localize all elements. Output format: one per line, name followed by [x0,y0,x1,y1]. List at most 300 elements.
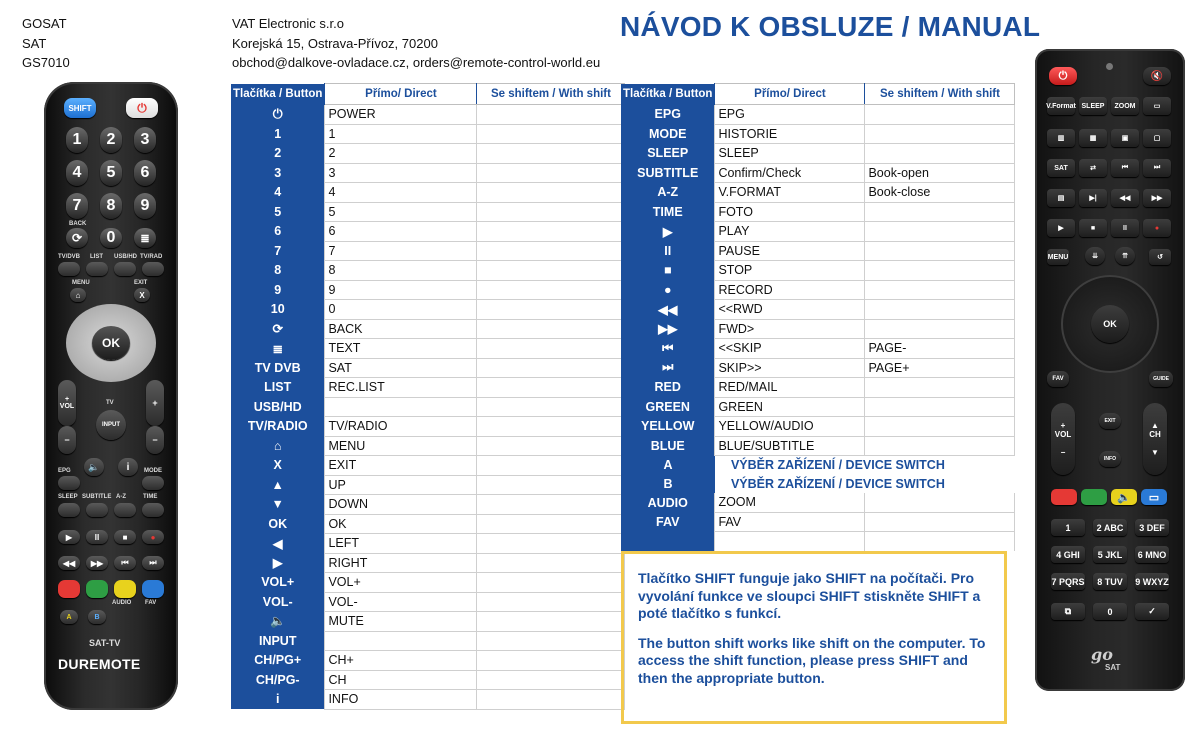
ch-rocker: ▲ CH ▼ [1143,403,1167,475]
button-cell: VOL+ [231,573,325,593]
button-cell: 10 [231,300,325,320]
shift-function-cell: PAGE- [865,339,1015,359]
button-cell: X [231,456,325,476]
fav-label: FAV [145,600,157,606]
shift-function-cell [865,512,1015,532]
shift-function-cell [477,124,625,144]
button-cell: 8 [231,261,325,281]
table-row [621,475,1015,494]
button-cell: A [621,456,715,475]
button-cell: 6 [231,222,325,242]
ch-label: CH [1149,430,1161,439]
table-row [231,514,625,534]
guide-key: GUIDE [1149,371,1173,387]
red-key [58,580,80,598]
button-cell: II [621,241,715,261]
shift-function-cell [477,534,625,554]
direct-function-cell: MENU [325,436,477,456]
shift-function-cell [865,144,1015,164]
digit-9-button: 9 WXYZ [1135,573,1169,590]
table-row [231,553,625,573]
direct-function-cell: STOP [715,261,865,281]
table-row [231,436,625,456]
fwd-icon: ▶▶ [1143,189,1171,207]
note-english: The button shift works like shift on the computer. To access the shift function, please press SHIFT and then the appropriate button. [638,634,986,686]
button-cell: TV/RADIO [231,417,325,437]
button-cell: GREEN [621,397,715,417]
button-cell: OK [231,514,325,534]
button-cell: VOL- [231,592,325,612]
table-row [231,475,625,495]
direct-function-cell: PLAY [715,222,865,242]
play-icon: ▶ [58,530,80,544]
table-row [621,183,1015,203]
back-icon: ↺ [1149,249,1171,265]
button-cell: ⟳ [231,319,325,339]
direct-function-cell: V.FORMAT [715,183,865,203]
table-row [231,124,625,144]
shift-function-cell [865,319,1015,339]
table-row [231,261,625,281]
table-row [621,300,1015,320]
shift-function-cell [477,105,625,125]
digit-8-button: 8 [100,193,122,219]
table-row [231,534,625,554]
button-cell: ● [621,280,715,300]
pause-icon: II [1111,219,1139,237]
green-key [86,580,108,598]
shift-function-cell [477,202,625,222]
model-info [22,14,70,73]
next-icon: ⏭ [1143,159,1171,177]
direct-function-cell: LEFT [325,534,477,554]
shift-function-cell [477,690,625,710]
pause-icon: II [86,530,108,544]
shift-function-cell [477,417,625,437]
col-header-shift: Se shiftem / With shift [865,84,1015,105]
button-cell: ▼ [231,495,325,515]
photo-icon: ▣ [1111,129,1139,147]
step-icon: ▶| [1079,189,1107,207]
table-row [621,105,1015,125]
remote-right-image [1035,49,1185,691]
stop-icon: ■ [114,530,136,544]
brand-name: GOSAT [22,16,67,31]
vendor-address: Korejská 15, Ostrava-Přívoz, 70200 [232,35,438,51]
digit-9-button: 9 [134,193,156,219]
up-arrows-icon: ⇈ [1115,247,1135,265]
shift-button: SHIFT [64,98,96,118]
button-cell: 4 [231,183,325,203]
shift-function-cell [477,300,625,320]
table-row [621,261,1015,281]
swap-icon: ⇄ [1079,159,1107,177]
ok-button: OK [1091,305,1129,343]
ok-button: OK [92,326,130,360]
sleep-label: SLEEP [58,494,78,500]
digit-1-button: 1 [1051,519,1085,536]
shift-function-cell [477,397,625,417]
direct-function-cell: 6 [325,222,477,242]
shift-function-cell [477,573,625,593]
mute-icon: 🔇 [1143,67,1171,85]
table-row [621,124,1015,144]
direct-function-cell: VOL- [325,592,477,612]
button-cell: TV DVB [231,358,325,378]
button-cell: CH/PG- [231,670,325,690]
mode-key [142,476,164,490]
table-row [621,319,1015,339]
sleep-key [58,503,80,517]
shift-function-cell [865,241,1015,261]
digit-7-button: 7 PQRS [1051,573,1085,590]
model-name: GS7010 [22,55,70,70]
table-row [231,690,625,710]
digit-4-button: 4 GHI [1051,546,1085,563]
button-cell: EPG [621,105,715,125]
right-button-table [621,83,1015,551]
shift-function-cell [477,612,625,632]
table-row [231,241,625,261]
next-icon: ⏭ [142,556,164,570]
table-row [231,358,625,378]
button-cell: 3 [231,163,325,183]
button-cell: BLUE [621,436,715,456]
time-key [142,503,164,517]
shift-function-cell [477,631,625,651]
table-row [621,163,1015,183]
shift-note-box [621,551,1007,724]
usbhd-label: USB/HD [114,254,138,260]
prev-icon: ⏮ [1111,159,1139,177]
shift-function-cell [865,436,1015,456]
button-cell: 7 [231,241,325,261]
shift-function-cell: Book-close [865,183,1015,203]
table-row [621,358,1015,378]
button-cell: LIST [231,378,325,398]
table-row [621,144,1015,164]
a-key: A [60,610,78,624]
button-cell: 1 [231,124,325,144]
sleep-key: SLEEP [1079,97,1107,115]
table-row [231,378,625,398]
shift-function-cell [477,378,625,398]
direct-function-cell: 2 [325,144,477,164]
table-row [621,417,1015,437]
direct-function-cell: BACK [325,319,477,339]
fwd-icon: ▶▶ [86,556,108,570]
tvdvb-key [58,262,80,276]
direct-function-cell: UP [325,475,477,495]
digit-3-button: 3 [134,127,156,153]
shift-function-cell [477,592,625,612]
left-button-table [231,83,625,710]
red-key [1051,489,1077,505]
vformat-key: V.Format [1047,97,1075,115]
text-icon: ≣ [134,228,156,248]
table-row [231,280,625,300]
shift-function-cell: Book-open [865,163,1015,183]
tvdvb-label: TV/DVB [58,254,81,260]
table-row [231,183,625,203]
check-icon: ✓ [1135,603,1169,620]
button-cell: FAV [621,512,715,532]
direct-function-cell: TEXT [325,339,477,359]
table-row [621,397,1015,417]
direct-function-cell: RECORD [715,280,865,300]
direct-function-cell: TV/RADIO [325,417,477,437]
shift-function-cell [477,144,625,164]
direct-function-cell: 3 [325,163,477,183]
table-row [231,417,625,437]
shift-function-cell [477,514,625,534]
model-label: SAT-TV [89,638,121,648]
table-row [231,163,625,183]
menu-label: MENU [72,280,90,286]
table-row [231,592,625,612]
home-icon: ⌂ [70,288,86,302]
tvrad-key [142,262,164,276]
table-row [231,222,625,242]
shift-function-cell [865,280,1015,300]
direct-function-cell: CH [325,670,477,690]
info-key: INFO [1099,451,1121,467]
exit-label: EXIT [134,280,148,286]
table-row [231,105,625,125]
epg-key [58,476,80,490]
button-cell: 9 [231,280,325,300]
mute-icon: 🔈 [84,458,104,476]
shift-function-cell [477,163,625,183]
left-table-body [231,105,625,710]
direct-function-cell [325,397,477,417]
table-row [231,612,625,632]
yellow-key [114,580,136,598]
shift-function-cell [477,456,625,476]
button-cell: i [231,690,325,710]
ch-down-key: − [146,426,164,454]
fav-key: FAV [1047,371,1069,387]
back-icon: ⟳ [66,228,88,248]
direct-function-cell: PAUSE [715,241,865,261]
shift-function-cell [477,651,625,671]
button-cell: MODE [621,124,715,144]
button-cell: ▶ [231,553,325,573]
page-title: NÁVOD K OBSLUZE / MANUAL [620,11,1041,42]
device-type: SAT [22,35,47,51]
shift-function-cell [477,241,625,261]
button-cell: YELLOW [621,417,715,437]
direct-function-cell: SKIP>> [715,358,865,378]
digit-5-button: 5 [100,160,122,186]
play-icon: ▶ [1047,219,1075,237]
digit-0-button: 0 [1093,603,1127,620]
vol-rocker: + VOL − [1051,403,1075,475]
audio-label: AUDIO [112,600,132,606]
table-row [231,573,625,593]
table-row [231,456,625,476]
table-row [621,512,1015,532]
vol-label: VOL [59,403,75,410]
remote-left-image [44,82,178,710]
vendor-info [232,14,600,73]
col-header-button: Tlačítka / Button [231,84,325,105]
direct-function-cell: FAV [715,512,865,532]
button-cell: A-Z [621,183,715,203]
direct-function-cell: 5 [325,202,477,222]
shift-function-cell: PAGE+ [865,358,1015,378]
blue-subtitle-icon: ▭ [1141,489,1167,505]
copy-icon: ⧉ [1051,603,1085,620]
green-key [1081,489,1107,505]
shift-function-cell [477,436,625,456]
button-cell: SLEEP [621,144,715,164]
col-header-shift: Se shiftem / With shift [477,84,625,105]
direct-function-cell: EPG [715,105,865,125]
power-icon: ⏻ [126,98,158,118]
shift-function-cell [865,417,1015,437]
direct-function-cell: 1 [325,124,477,144]
shift-function-cell [865,493,1015,512]
shift-function-cell [477,280,625,300]
shift-function-cell [865,261,1015,281]
digit-3-button: 3 DEF [1135,519,1169,536]
direct-function-cell: 8 [325,261,477,281]
screen-icon: ▢ [1143,129,1171,147]
table-row [621,202,1015,222]
table-row [231,319,625,339]
right-table-body [621,105,1015,551]
table-row [621,280,1015,300]
direct-function-cell: POWER [325,105,477,125]
shift-function-cell [865,378,1015,398]
shift-function-cell [865,222,1015,242]
device-switch-cell: VÝBĚR ZAŘÍZENÍ / DEVICE SWITCH [730,458,945,473]
blue-key [142,580,164,598]
table-row [621,493,1015,512]
shift-function-cell [477,553,625,573]
direct-function-cell: 7 [325,241,477,261]
vol-up-key: + VOL [58,380,76,426]
table-row [231,651,625,671]
duremote-logo: DUREMOTE [58,656,141,672]
button-cell: ⏮ [621,339,715,359]
direct-function-cell: YELLOW/AUDIO [715,417,865,437]
button-cell: RED [621,378,715,398]
shift-function-cell [865,202,1015,222]
shift-function-cell [477,319,625,339]
list-icon: ▤ [1047,189,1075,207]
rwd-icon: ◀◀ [58,556,80,570]
shift-function-cell [477,183,625,203]
direct-function-cell: VOL+ [325,573,477,593]
button-cell: ⏻ [231,105,325,125]
sat-key: SAT [1047,159,1075,177]
direct-function-cell: ZOOM [715,493,865,512]
table-row [621,222,1015,242]
shift-function-cell [477,339,625,359]
direct-function-cell: OK [325,514,477,534]
list-key [86,262,108,276]
direct-function-cell: <<SKIP [715,339,865,359]
vol-label: VOL [1054,430,1072,439]
az-key [114,503,136,517]
vol-down-key: − [58,426,76,454]
subtitle-label: SUBTITLE [82,494,112,500]
button-cell: USB/HD [231,397,325,417]
digit-2-button: 2 ABC [1093,519,1127,536]
button-cell: B [621,475,715,494]
tv-label: TV [106,400,114,406]
note-czech: Tlačítko SHIFT funguje jako SHIFT na počítači. Pro vyvolání funkce ve sloupci SHIFT stiskněte SHIFT a poté tlačítko s funkcí. [638,570,981,621]
b-key: B [88,610,106,624]
direct-function-cell: GREEN [715,397,865,417]
table-row [621,339,1015,359]
direct-function-cell [715,532,865,551]
vendor-emails: obchod@dalkove-ovladace.cz, orders@remote-control-world.eu [232,55,601,70]
button-cell: ▲ [231,475,325,495]
exit-key: EXIT [1099,413,1121,429]
shift-function-cell [477,475,625,495]
digit-7-button: 7 [66,193,88,219]
button-cell: INPUT [231,631,325,651]
digit-0-button: 0 [100,228,122,248]
table-row [621,378,1015,398]
direct-function-cell: 0 [325,300,477,320]
digit-2-button: 2 [100,127,122,153]
button-cell: 🔈 [231,612,325,632]
button-cell: ≣ [231,339,325,359]
digit-1-button: 1 [66,127,88,153]
button-cell: ■ [621,261,715,281]
yellow-audio-icon: 🔈 [1111,489,1137,505]
table-row [621,241,1015,261]
table-row [231,144,625,164]
info-icon: i [118,458,138,476]
digit-4-button: 4 [66,160,88,186]
button-cell: ▶▶ [621,319,715,339]
direct-function-cell: HISTORIE [715,124,865,144]
digit-6-button: 6 MNO [1135,546,1169,563]
button-cell: ⏭ [621,358,715,378]
button-cell: AUDIO [621,493,715,512]
shift-function-cell [865,532,1015,551]
menu-key: MENU [1047,249,1069,265]
button-cell: 5 [231,202,325,222]
direct-function-cell: RIGHT [325,553,477,573]
shift-function-cell [477,670,625,690]
direct-function-cell: EXIT [325,456,477,476]
vendor-name: VAT Electronic s.r.o [232,16,344,31]
table-row [621,456,1015,475]
book-icon: ▥ [1047,129,1075,147]
tvrad-label: TV/RAD [140,254,163,260]
digit-8-button: 8 TUV [1093,573,1127,590]
tvradio-icon: ▭ [1143,97,1171,115]
list-label: LIST [90,254,103,260]
direct-function-cell: SAT [325,358,477,378]
shift-function-cell [865,397,1015,417]
shift-function-cell [477,222,625,242]
sat-logo: SAT [1105,663,1121,672]
table-row [231,339,625,359]
col-header-button: Tlačítka / Button [621,84,715,105]
mode-label: MODE [144,468,162,474]
direct-function-cell: REC.LIST [325,378,477,398]
button-cell: 2 [231,144,325,164]
table-row [231,397,625,417]
button-cell: ◀◀ [621,300,715,320]
